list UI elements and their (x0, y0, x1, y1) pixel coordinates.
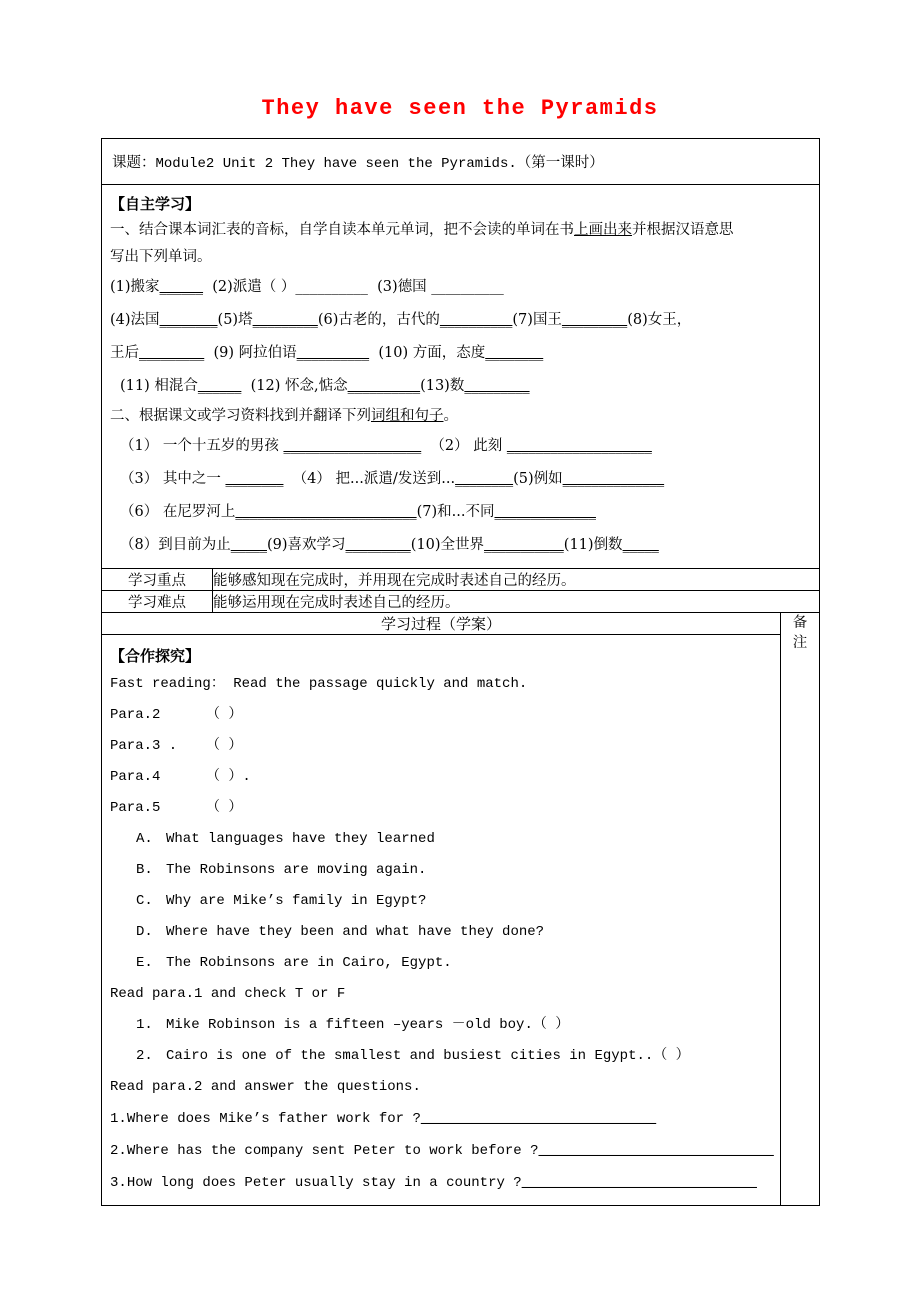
para-label: Para.4 (110, 769, 161, 785)
word-11-text: 相混合 (149, 378, 198, 394)
word-2-num: (2) (212, 279, 233, 295)
word-5-text: 塔 (238, 312, 253, 328)
learning-difficulty-value: 能够运用现在完成时表述自己的经历。 (213, 591, 820, 613)
task1-instruction-part-b: 并根据汉语意思 (632, 222, 734, 238)
tf-text[interactable]: Cairo is one of the smallest and busiest cities in Egypt..（ ） (166, 1048, 690, 1064)
question-answer-blank[interactable]: ____________________________ (538, 1143, 774, 1159)
phrase-8-num: （8） (120, 537, 159, 553)
question-number: 1. (110, 1111, 127, 1127)
topic-cell (102, 139, 820, 185)
word-2-text: 派遣（ (232, 279, 277, 295)
phrase-3-blank[interactable]: ________ (225, 471, 284, 487)
learning-focus-label: 学习重点 (102, 569, 213, 591)
phrase-5-num: (5) (513, 471, 534, 487)
learning-difficulty-row (102, 591, 820, 613)
option-item (110, 824, 774, 855)
word-12-blank[interactable]: __________ (347, 378, 421, 394)
para-item (110, 731, 774, 762)
para-item (110, 793, 774, 824)
question-item (110, 1135, 774, 1167)
topic-line (112, 151, 809, 172)
word-3-num: (3) (377, 279, 398, 295)
question-text: How long does Peter usually stay in a country ? (126, 1175, 522, 1191)
option-item (110, 855, 774, 886)
phrase-7-blank[interactable]: ______________ (494, 504, 596, 520)
para-label: Para.5 (110, 800, 161, 816)
phrase-2-blank[interactable]: ____________________ (506, 438, 652, 454)
para-label: Para.3 . (110, 738, 178, 754)
phrase-6-text: 在尼罗河上 (158, 504, 236, 520)
phrase-8-text: 到目前为止 (158, 537, 231, 553)
phrase-5-blank[interactable]: ______________ (562, 471, 665, 487)
option-letter: C. (136, 893, 153, 909)
word-12-num: (12) (250, 378, 281, 394)
word-9-num: (9) (213, 345, 235, 361)
option-letter: E. (136, 955, 153, 971)
task1-instruction-part-a: 一、结合课本词汇表的音标，自学自读本单元单词，把不会读的单词在书 (110, 222, 574, 238)
word-11-num: (11) (120, 378, 150, 394)
phrase-line-2 (110, 463, 813, 496)
question-item (110, 1167, 774, 1199)
phrase-9-blank[interactable]: _________ (345, 537, 411, 553)
para-answer-bracket[interactable]: （ ）. (206, 769, 251, 785)
word-4-num: (4) (110, 312, 131, 328)
remarks-column (781, 613, 820, 1206)
tf-item (110, 1010, 774, 1041)
question-number: 2. (110, 1143, 127, 1159)
phrase-6-num: （6） (120, 504, 159, 520)
word-6-text: 古老的，古代的 (338, 312, 440, 328)
word-3-text: 德国 (397, 279, 427, 295)
process-header-row (102, 613, 820, 635)
word-1-num: (1) (110, 279, 131, 295)
process-header-title: 学习过程（学案） (102, 613, 781, 635)
answer-instruction: Read para.2 and answer the questions. (110, 1079, 421, 1095)
learning-focus-row (102, 569, 820, 591)
tf-number: 1. (136, 1017, 153, 1033)
self-study-cell (102, 185, 820, 569)
option-text: The Robinsons are in Cairo, Egypt. (166, 955, 452, 971)
process-body-row (102, 635, 820, 1206)
word-line-1 (110, 271, 813, 304)
word-8-blank[interactable]: _________ (139, 345, 205, 361)
phrase-11-num: (11) (563, 537, 594, 553)
task2-instruction-part-b: 。 (443, 408, 458, 424)
question-text: Where has the company sent Peter to work before ? (126, 1143, 539, 1159)
option-item (110, 886, 774, 917)
phrase-6-blank[interactable]: _________________________ (235, 504, 417, 520)
option-letter: A. (136, 831, 153, 847)
process-body-cell (102, 635, 781, 1206)
phrase-1-text: 一个十五岁的男孩 (158, 438, 284, 454)
option-item (110, 917, 774, 948)
phrase-line-3 (110, 496, 813, 529)
phrase-10-text: 全世界 (440, 537, 485, 553)
phrase-1-blank[interactable]: ___________________ (283, 438, 422, 454)
word-11-blank[interactable]: ______ (197, 378, 242, 394)
word-4-text: 法国 (130, 312, 160, 328)
question-item (110, 1103, 774, 1135)
para-answer-bracket[interactable]: （ ） (206, 738, 243, 754)
phrase-2-num: （2） (430, 438, 469, 454)
option-item (110, 948, 774, 979)
tf-number: 2. (136, 1048, 153, 1064)
learning-difficulty-label: 学习难点 (102, 591, 213, 613)
option-letter: B. (136, 862, 153, 878)
task1-instruction-line2: 写出下列单词。 (110, 249, 212, 265)
option-text: The Robinsons are moving again. (166, 862, 427, 878)
word-13-blank[interactable]: _________ (464, 378, 530, 394)
phrase-7-num: (7) (416, 504, 438, 520)
word-12-text: 怀念,惦念 (280, 378, 348, 394)
tf-instruction: Read para.1 and check T or F (110, 986, 346, 1002)
question-text: Where does Mike’s father work for ? (126, 1111, 421, 1127)
para-item (110, 700, 774, 731)
phrase-4-text: 把...派遣/发送到... (330, 471, 456, 487)
para-answer-bracket[interactable]: （ ） (206, 800, 243, 816)
cooperate-heading: 【合作探究】 (110, 647, 201, 665)
question-answer-blank[interactable]: ____________________________ (521, 1175, 757, 1191)
option-text: Why are Mike’s family in Egypt? (166, 893, 427, 909)
phrase-9-text: 喜欢学习 (287, 537, 346, 553)
phrase-5-text: 例如 (533, 471, 563, 487)
topic-value: Module2 Unit 2 They have seen the Pyramids. (155, 156, 517, 172)
word-9-text: 阿拉伯语 (234, 345, 297, 361)
topic-suffix: （第一课时） (516, 155, 604, 171)
option-letter: D. (136, 924, 153, 940)
self-study-row (102, 185, 820, 569)
word-13-num: (13) (420, 378, 450, 394)
phrase-3-num: （3） (120, 471, 159, 487)
phrase-line-4 (110, 529, 813, 562)
word-8-cont-text: 王后 (110, 345, 139, 361)
word-line-4 (110, 370, 813, 403)
learning-focus-value: 能够感知现在完成时，并用现在完成时表述自己的经历。 (213, 569, 820, 591)
phrase-11-blank[interactable]: _____ (622, 537, 659, 553)
word-3-blank[interactable]: __________ (426, 279, 504, 295)
phrase-4-blank[interactable]: ________ (455, 471, 514, 487)
question-number: 3. (110, 1175, 127, 1191)
word-5-num: (5) (217, 312, 239, 328)
option-text: Where have they been and what have they done? (166, 924, 545, 940)
word-7-text: 国王 (532, 312, 562, 328)
option-text: What languages have they learned (166, 831, 435, 847)
word-6-num: (6) (317, 312, 339, 328)
word-13-text: 数 (449, 378, 465, 394)
phrase-10-blank[interactable]: ___________ (484, 537, 564, 553)
word-6-blank[interactable]: __________ (439, 312, 513, 328)
phrase-9-num: (9) (266, 537, 288, 553)
word-9-blank[interactable]: __________ (296, 345, 370, 361)
topic-label: 课题： (112, 155, 156, 171)
word-1-blank[interactable]: ______ (159, 279, 204, 295)
phrase-2-text: 此刻 (468, 438, 507, 454)
word-10-blank[interactable]: ________ (485, 345, 544, 361)
self-study-heading: 【自主学习】 (110, 195, 201, 213)
fast-reading-instruction: Fast reading： Read the passage quickly and match. (110, 676, 528, 692)
word-4-blank[interactable]: ________ (159, 312, 218, 328)
phrase-3-text: 其中之一 (158, 471, 226, 487)
worksheet-table (101, 138, 820, 1206)
word-5-blank[interactable]: _________ (252, 312, 318, 328)
word-10-num: (10) (378, 345, 409, 361)
phrase-11-text: 倒数 (593, 537, 623, 553)
phrase-1-num: （1） (120, 438, 159, 454)
question-answer-blank[interactable]: ____________________________ (420, 1111, 657, 1127)
remarks-label: 备注 (792, 615, 808, 651)
word-2-blank[interactable]: ）__________ (276, 279, 368, 295)
phrase-7-text: 和...不同 (437, 504, 495, 520)
phrase-4-num: （4） (292, 471, 331, 487)
phrase-10-num: (10) (410, 537, 441, 553)
task2-instruction-underlined: 词组和句子 (371, 408, 444, 424)
tf-item (110, 1041, 774, 1072)
word-10-text: 方面，态度 (408, 345, 486, 361)
word-7-num: (7) (512, 312, 533, 328)
word-8-num: (8) (627, 312, 648, 328)
task1-instruction (110, 217, 813, 244)
word-8-text: 女王， (647, 312, 692, 328)
word-line-2 (110, 304, 813, 337)
word-1-text: 搬家 (130, 279, 160, 295)
task2-instruction-part-a: 二、根据课文或学习资料找到并翻译下列 (110, 408, 371, 424)
para-item (110, 762, 774, 793)
task2-instruction (110, 403, 813, 430)
task1-instruction-underlined: 上画出来 (574, 222, 632, 238)
para-answer-bracket[interactable]: （ ） (206, 707, 243, 723)
page-title: They have seen the Pyramids (261, 96, 659, 121)
phrase-line-1 (110, 430, 813, 463)
topic-row (102, 139, 820, 185)
word-7-blank[interactable]: _________ (561, 312, 628, 328)
para-label: Para.2 (110, 707, 161, 723)
tf-text[interactable]: Mike Robinson is a fifteen –years －old boy.（ ） (166, 1017, 570, 1033)
word-line-3 (110, 337, 813, 370)
phrase-8-blank[interactable]: _____ (230, 537, 267, 553)
